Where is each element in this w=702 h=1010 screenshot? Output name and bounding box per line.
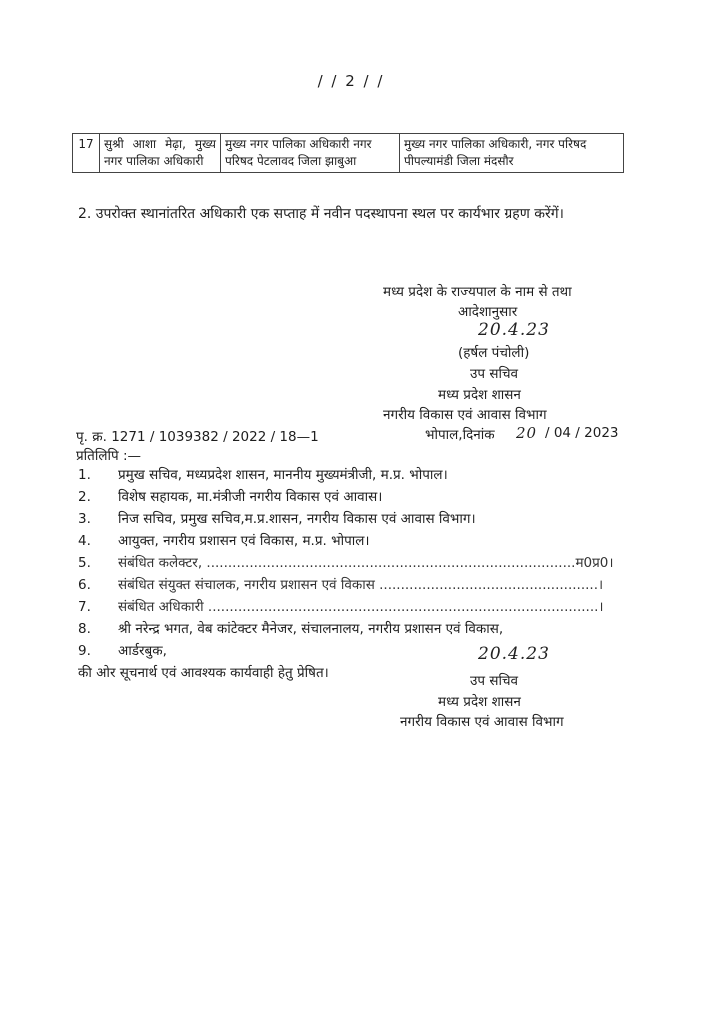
new-posting-cell: मुख्य नगर पालिका अधिकारी, नगर परिषद पीपल्यामंडी जिला मंदसौर — [400, 134, 624, 173]
forwarding-line: की ओर सूचनार्थ एवं आवश्यक कार्यवाही हेतु प्रेषित। — [78, 665, 329, 681]
list-item-number: 1. — [78, 467, 91, 483]
list-item: संबंधित कलेक्टर, ......................................................................................म0प्र0। — [118, 555, 614, 571]
list-item-number: 5. — [78, 555, 91, 571]
list-item: संबंधित संयुक्त संचालक, नगरीय प्रशासन एवं विकास ...................................................। — [118, 577, 604, 593]
signatory-government: मध्य प्रदेश शासन — [438, 694, 521, 710]
place-date-label: भोपाल,दिनांक — [425, 427, 495, 443]
signature-mark: 20.4.23 — [478, 320, 550, 340]
signatory-government: मध्य प्रदेश शासन — [438, 387, 521, 403]
signatory-department: नगरीय विकास एवं आवास विभाग — [383, 407, 547, 423]
signatory-name: (हर्षल पंचोली) — [458, 345, 530, 361]
current-posting-cell: मुख्य नगर पालिका अधिकारी नगर परिषद पेटलावद जिला झाबुआ — [221, 134, 400, 173]
signatory-department: नगरीय विकास एवं आवास विभाग — [400, 714, 564, 730]
list-item: आयुक्त, नगरीय प्रशासन एवं विकास, म.प्र. भोपाल। — [118, 533, 370, 549]
serial-number-cell: 17 — [73, 134, 100, 173]
table-row — [73, 134, 624, 173]
list-item: प्रमुख सचिव, मध्यप्रदेश शासन, माननीय मुख्यमंत्रीजी, म.प्र. भोपाल। — [118, 467, 448, 483]
list-item: निज सचिव, प्रमुख सचिव,म.प्र.शासन, नगरीय विकास एवं आवास विभाग। — [118, 511, 476, 527]
transfer-table — [72, 133, 624, 173]
list-item-number: 3. — [78, 511, 91, 527]
date-month-year: / 04 / 2023 — [545, 425, 619, 441]
date-day: 20 — [516, 424, 538, 442]
copy-heading: प्रतिलिपि :— — [76, 448, 142, 464]
list-item-number: 8. — [78, 621, 91, 637]
list-item-number: 4. — [78, 533, 91, 549]
page-number: / / 2 / / — [317, 72, 385, 90]
list-item-number: 9. — [78, 643, 91, 659]
signature-mark: 20.4.23 — [478, 644, 550, 664]
list-item: आर्डरबुक, — [118, 643, 167, 659]
by-order-line: आदेशानुसार — [458, 304, 518, 320]
reference-number: पृ. क्र. 1271 / 1039382 / 2022 / 18—1 — [76, 429, 319, 445]
list-item: संबंधित अधिकारी ...........................................................................................। — [118, 599, 604, 615]
instruction-paragraph: 2. उपरोक्त स्थानांतरित अधिकारी एक सप्ताह में नवीन पदस्थापना स्थल पर कार्यभार ग्रहण करेंगें। — [78, 206, 564, 222]
signatory-designation: उप सचिव — [470, 366, 519, 382]
list-item: विशेष सहायक, मा.मंत्रीजी नगरीय विकास एवं आवास। — [118, 489, 383, 505]
list-item-number: 2. — [78, 489, 91, 505]
signatory-designation: उप सचिव — [470, 673, 519, 689]
officer-name-cell: सुश्री आशा मेढ़ा, मुख्य नगर पालिका अधिकारी — [100, 134, 221, 173]
list-item: श्री नरेन्द्र भगत, वेब कांटेक्टर मैनेजर, संचालनालय, नगरीय प्रशासन एवं विकास, — [118, 621, 504, 637]
list-item-number: 6. — [78, 577, 91, 593]
governor-order-line: मध्य प्रदेश के राज्यपाल के नाम से तथा — [383, 284, 572, 300]
list-item-number: 7. — [78, 599, 91, 615]
